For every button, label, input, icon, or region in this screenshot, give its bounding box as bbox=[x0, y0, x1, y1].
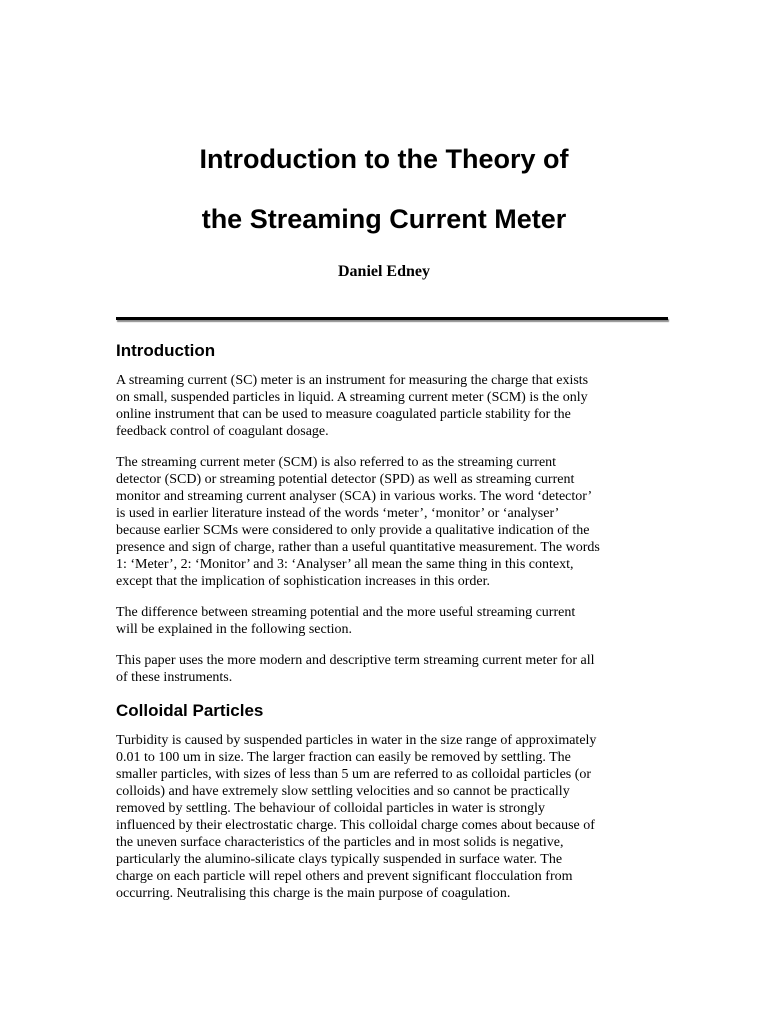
section-colloidal-particles bbox=[116, 700, 656, 902]
author-name: Daniel Edney bbox=[337, 263, 430, 280]
section-heading-introduction: Introduction bbox=[116, 341, 216, 360]
paragraph: A streaming current (SC) meter is an instrument for measuring the charge that exists on small, suspended particles in liquid. A streaming current meter (SCM) is the only online instrument that can be used to measure coagulated particle stability for the feedback control of coagulant dosage. bbox=[116, 373, 589, 439]
paragraph: The streaming current meter (SCM) is also referred to as the streaming current detector (SCD) or streaming potential detector (SPD) as well as streaming current monitor and streaming current analyser (SCA) in various works. The word ‘detector’ is used in earlier literature instead of the words ‘meter’, ‘monitor’ or ‘analyser’ because earlier SCMs were considered to only provide a qualitative indication of the presence and sign of charge, rather than a useful quantitative measurement. The words 1: ‘Meter’, 2: ‘Monitor’ and 3: ‘Analyser’ all mean the same thing in this context, except that the implication of sophistication increases in this order. bbox=[116, 455, 600, 589]
document-title-line-1: Introduction to the Theory of bbox=[199, 144, 569, 174]
document-title-line-2: the Streaming Current Meter bbox=[201, 204, 567, 234]
title-divider bbox=[116, 317, 668, 320]
section-introduction bbox=[116, 340, 656, 686]
paragraph: This paper uses the more modern and descriptive term streaming current meter for all of these instruments. bbox=[116, 653, 595, 685]
paragraph: The difference between streaming potential and the more useful streaming current will be explained in the following section. bbox=[116, 605, 576, 637]
document-body bbox=[116, 340, 656, 916]
section-heading-colloidal-particles: Colloidal Particles bbox=[116, 701, 264, 720]
paragraph: Turbidity is caused by suspended particles in water in the size range of approximately 0.01 to 100 um in size. The larger fraction can easily be removed by settling. The smaller particles, with sizes of less than 5 um are referred to as colloidal particles (or colloids) and have extremely slow settling velocities and so cannot be practically removed by settling. The behaviour of colloidal particles in water is strongly influenced by their electrostatic charge. This colloidal charge comes about because of the uneven surface characteristics of the particles and in most solids is negative, particularly the alumino-silicate clays typically suspended in surface water. The charge on each particle will repel others and prevent significant flocculation from occurring. Neutralising this charge is the main purpose of coagulation. bbox=[116, 733, 597, 901]
